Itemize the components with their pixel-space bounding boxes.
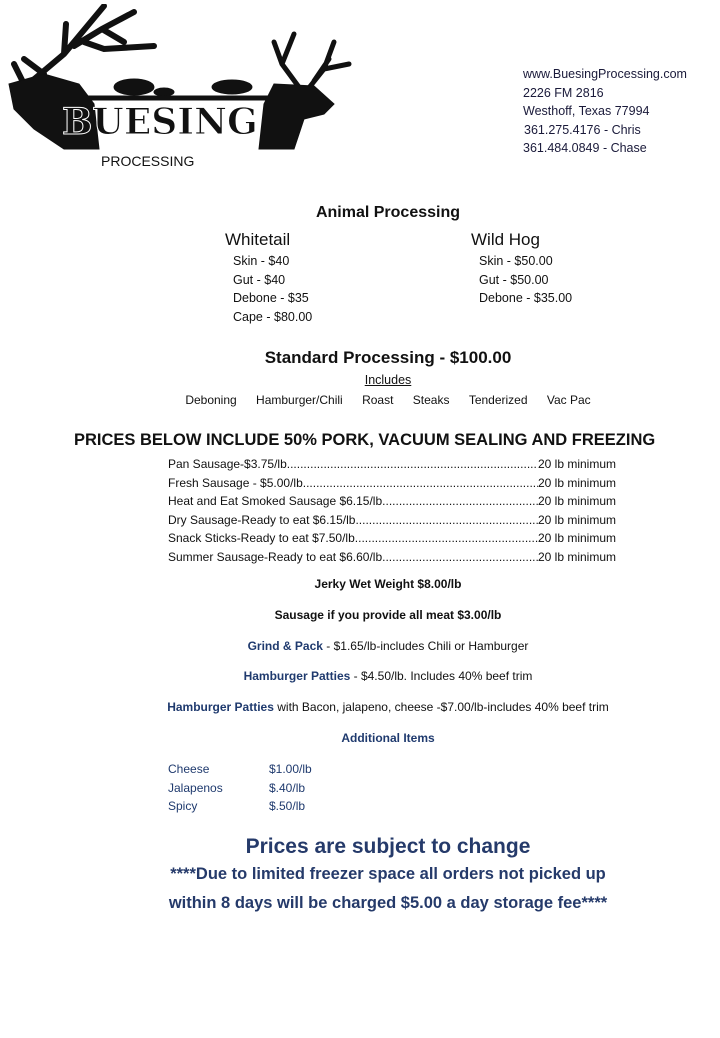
feature: Roast: [362, 393, 394, 407]
address-line: 2226 FM 2816: [523, 85, 604, 100]
price-item: Fresh Sausage - $5.00/lb: [168, 475, 303, 490]
standard-processing-title: Standard Processing - $100.00: [264, 348, 512, 367]
prices-heading: PRICES BELOW INCLUDE 50% PORK, VACUUM SEALING AND FREEZING: [74, 431, 656, 449]
price-row: [168, 455, 616, 474]
jerky-price: Jerky Wet Weight $8.00/lb: [314, 577, 462, 591]
price-item: Heat and Eat Smoked Sausage $6.15/lb: [168, 494, 383, 509]
patties-bacon-label: Hamburger Patties: [167, 700, 274, 714]
whitetail-title: Whitetail: [225, 230, 291, 249]
leader-dots: [382, 548, 538, 567]
additional-item-name: Cheese: [168, 762, 210, 776]
feature: Steaks: [412, 393, 450, 407]
additional-item: [168, 779, 312, 798]
price-row: [168, 511, 616, 530]
patties-text: - $4.50/lb. Includes 40% beef trim: [350, 669, 533, 683]
wild-hog-item: Gut - $50.00: [479, 272, 549, 287]
wild-hog-title: Wild Hog: [471, 230, 540, 249]
price-row: [168, 492, 616, 511]
additional-item-name: Jalapenos: [168, 780, 223, 795]
patties-bacon-price: [28, 700, 720, 714]
sausage-price-list: [168, 455, 616, 567]
feature: Vac Pac: [546, 393, 591, 407]
price-row: [168, 529, 616, 548]
additional-item-price: $.50/lb: [269, 799, 306, 813]
feature: Hamburger/Chili: [256, 393, 343, 407]
leader-dots: [355, 529, 538, 548]
grind-text: - $1.65/lb-includes Chili or Hamburger: [322, 639, 529, 653]
price-item: Pan Sausage-$3.75/lb: [168, 457, 287, 471]
animal-processing-title: Animal Processing: [315, 204, 461, 221]
additional-items-title: Additional Items: [341, 731, 435, 745]
additional-item-name: Spicy: [168, 799, 198, 813]
whitetail-section: [225, 230, 312, 326]
city-line: Westhoff, Texas 77994: [523, 104, 650, 118]
sausage-provide-price: Sausage if you provide all meat $3.00/lb: [274, 608, 502, 622]
price-minimum: 20 lb minimum: [537, 512, 616, 527]
wild-hog-section: [471, 230, 572, 308]
price-row: [168, 474, 616, 493]
whitetail-item: Debone - $35: [233, 291, 309, 305]
grind-pack-price: [28, 639, 720, 653]
price-change-notice: Prices are subject to change: [245, 835, 531, 858]
leader-dots: [287, 455, 538, 474]
includes-label: Includes: [364, 373, 412, 387]
price-item: Summer Sausage-Ready to eat $6.60/lb: [168, 549, 383, 564]
additional-item: [168, 797, 312, 816]
phone-chase: 361.484.0849 - Chase: [523, 141, 647, 155]
wild-hog-item: Skin - $50.00: [479, 254, 553, 268]
feature: Deboning: [185, 393, 237, 407]
storage-notice-line1: ****Due to limited freezer space all orders not picked up: [170, 865, 606, 883]
logo-sub: PROCESSING: [101, 153, 195, 169]
standard-features: [28, 393, 720, 407]
whitetail-item: Gut - $40: [233, 272, 286, 287]
additional-items-list: [168, 760, 312, 816]
leader-dots: [303, 474, 538, 493]
price-minimum: 20 lb minimum: [537, 457, 616, 471]
patties-price: [28, 669, 720, 683]
price-minimum: 20 lb minimum: [537, 549, 616, 564]
grind-label: Grind & Pack: [247, 639, 323, 653]
leader-dots: [355, 511, 538, 530]
price-item: Snack Sticks-Ready to eat $7.50/lb: [168, 531, 355, 546]
price-row: [168, 548, 616, 567]
additional-item-price: $.40/lb: [269, 780, 306, 795]
patties-label: Hamburger Patties: [243, 669, 351, 683]
feature: Tenderized: [468, 393, 528, 407]
whitetail-item: Cape - $80.00: [233, 309, 313, 324]
price-minimum: 20 lb minimum: [537, 494, 616, 509]
wild-hog-item: Debone - $35.00: [479, 291, 573, 305]
buesing-logo: [4, 4, 356, 170]
patties-bacon-text: with Bacon, jalapeno, cheese -$7.00/lb-includes 40% beef trim: [273, 700, 609, 714]
leader-dots: [382, 492, 538, 511]
additional-item-price: $1.00/lb: [269, 762, 312, 776]
phone-chris: 361.275.4176 - Chris: [524, 122, 641, 137]
logo-name: BUESING: [62, 101, 258, 143]
website-link[interactable]: www.BuesingProcessing.com: [523, 67, 687, 81]
storage-notice-line2: within 8 days will be charged $5.00 a day storage fee****: [168, 894, 608, 912]
contact-info: [523, 65, 687, 158]
price-item: Dry Sausage-Ready to eat $6.15/lb: [168, 512, 356, 527]
additional-item: [168, 760, 312, 779]
price-minimum: 20 lb minimum: [537, 531, 616, 546]
price-minimum: 20 lb minimum: [537, 475, 616, 490]
whitetail-item: Skin - $40: [233, 254, 290, 268]
